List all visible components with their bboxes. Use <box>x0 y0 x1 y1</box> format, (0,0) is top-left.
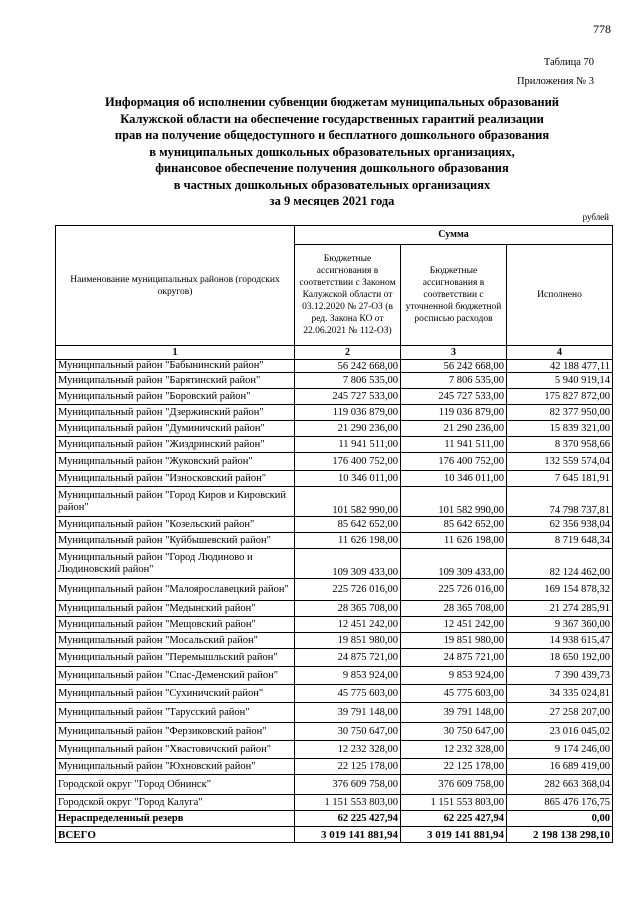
budget-law-value: 11 626 198,00 <box>295 533 401 549</box>
table-row <box>56 389 613 405</box>
table-row <box>56 549 613 579</box>
title-line: за 9 месяцев 2021 года <box>269 194 395 208</box>
budget-refined-value: 45 775 603,00 <box>401 685 507 703</box>
executed-value: 16 689 419,00 <box>507 759 613 775</box>
title-line: Информация об исполнении субвенции бюджетам муниципальных образований <box>105 95 559 109</box>
executed-value: 62 356 938,04 <box>507 517 613 533</box>
budget-law-value: 19 851 980,00 <box>295 633 401 649</box>
appendix-number: Приложения № 3 <box>516 76 594 87</box>
document-title <box>52 94 612 210</box>
district-name: Муниципальный район "Город Киров и Кировский район" <box>56 487 295 517</box>
budget-refined-value: 28 365 708,00 <box>401 601 507 617</box>
budget-law-value: 225 726 016,00 <box>295 579 401 601</box>
budget-refined-value: 101 582 990,00 <box>401 487 507 517</box>
district-name: Муниципальный район "Тарусский район" <box>56 703 295 723</box>
budget-law-value: 1 151 553 803,00 <box>295 795 401 811</box>
budget-law-value: 39 791 148,00 <box>295 703 401 723</box>
district-name: Муниципальный район "Сухиничский район" <box>56 685 295 703</box>
title-line: прав на получение общедоступного и бесплатного дошкольного образования <box>114 128 550 142</box>
budget-law-value: 176 400 752,00 <box>295 453 401 471</box>
budget-law-value: 62 225 427,94 <box>295 811 401 827</box>
table-row <box>56 811 613 827</box>
executed-value: 14 938 615,47 <box>507 633 613 649</box>
table-number: Таблица 70 <box>543 57 594 68</box>
executed-value: 2 198 138 298,10 <box>507 827 613 843</box>
table-row <box>56 517 613 533</box>
district-name: Муниципальный район "Медынский район" <box>56 601 295 617</box>
title-line: в частных дошкольных образовательных организациях <box>173 177 491 192</box>
table-row <box>56 617 613 633</box>
executed-value: 34 335 024,81 <box>507 685 613 703</box>
district-name: Муниципальный район "Жиздринский район" <box>56 437 295 453</box>
budget-law-value: 12 451 242,00 <box>295 617 401 633</box>
budget-law-value: 21 290 236,00 <box>295 421 401 437</box>
executed-value: 282 663 368,04 <box>507 775 613 795</box>
budget-refined-value: 62 225 427,94 <box>401 811 507 827</box>
column-number: 1 <box>56 346 295 360</box>
title-line: в муниципальных дошкольных образовательных организациях, <box>149 144 515 159</box>
district-name: Муниципальный район "Город Людиново и Людиновский район" <box>56 549 295 579</box>
executed-value: 5 940 919,14 <box>507 373 613 389</box>
district-name: Городской округ "Город Калуга" <box>56 795 295 811</box>
budget-law-value: 56 242 668,00 <box>295 360 401 373</box>
table-row <box>56 360 613 373</box>
budget-law-value: 30 750 647,00 <box>295 723 401 741</box>
column-number: 2 <box>295 346 401 360</box>
budget-law-value: 3 019 141 881,94 <box>295 827 401 843</box>
budget-law-value: 22 125 178,00 <box>295 759 401 775</box>
table-row <box>56 827 613 843</box>
budget-refined-value: 21 290 236,00 <box>401 421 507 437</box>
executed-value: 15 839 321,00 <box>507 421 613 437</box>
executed-value: 175 827 872,00 <box>507 389 613 405</box>
table-row <box>56 533 613 549</box>
district-name: Муниципальный район "Думиничский район" <box>56 421 295 437</box>
table-row <box>56 685 613 703</box>
budget-refined-value: 109 309 433,00 <box>401 549 507 579</box>
title-line: Калужской области на обеспечение государственных гарантий реализации <box>120 111 544 126</box>
budget-refined-value: 7 806 535,00 <box>401 373 507 389</box>
district-name: Муниципальный район "Спас-Деменский район" <box>56 667 295 685</box>
table-row <box>56 649 613 667</box>
budget-law-value: 119 036 879,00 <box>295 405 401 421</box>
title-line: финансовое обеспечение получения дошкольного образования <box>155 161 509 175</box>
district-name: Муниципальный район "Барятинский район" <box>56 373 295 389</box>
budget-law-value: 24 875 721,00 <box>295 649 401 667</box>
executed-value: 865 476 176,75 <box>507 795 613 811</box>
executed-value: 27 258 207,00 <box>507 703 613 723</box>
table-row <box>56 421 613 437</box>
budget-refined-value: 225 726 016,00 <box>401 579 507 601</box>
executed-value: 82 124 462,00 <box>507 549 613 579</box>
executed-value: 7 645 181,91 <box>507 471 613 487</box>
budget-law-value: 10 346 011,00 <box>295 471 401 487</box>
subvention-table <box>55 225 613 843</box>
budget-refined-value: 56 242 668,00 <box>401 360 507 373</box>
budget-law-value: 245 727 533,00 <box>295 389 401 405</box>
table-row <box>56 487 613 517</box>
budget-refined-value: 3 019 141 881,94 <box>401 827 507 843</box>
budget-refined-value: 12 232 328,00 <box>401 741 507 759</box>
table-row <box>56 579 613 601</box>
budget-refined-value: 22 125 178,00 <box>401 759 507 775</box>
table-row <box>56 667 613 685</box>
page-number: 778 <box>593 22 611 36</box>
executed-value: 7 390 439,73 <box>507 667 613 685</box>
district-name: ВСЕГО <box>56 827 295 843</box>
table-row <box>56 759 613 775</box>
table-row <box>56 633 613 649</box>
district-name: Муниципальный район "Юхновский район" <box>56 759 295 775</box>
budget-refined-value: 176 400 752,00 <box>401 453 507 471</box>
executed-value: 8 370 958,66 <box>507 437 613 453</box>
budget-refined-value: 376 609 758,00 <box>401 775 507 795</box>
table-row <box>56 471 613 487</box>
executed-value: 23 016 045,02 <box>507 723 613 741</box>
budget-refined-value: 39 791 148,00 <box>401 703 507 723</box>
executed-value: 9 367 360,00 <box>507 617 613 633</box>
executed-value: 21 274 285,91 <box>507 601 613 617</box>
header-name: Наименование муниципальных районов (городских округов) <box>56 226 295 346</box>
table-row <box>56 723 613 741</box>
budget-refined-value: 85 642 652,00 <box>401 517 507 533</box>
table-row <box>56 795 613 811</box>
budget-law-value: 11 941 511,00 <box>295 437 401 453</box>
district-name: Муниципальный район "Жуковский район" <box>56 453 295 471</box>
table-row <box>56 373 613 389</box>
budget-refined-value: 12 451 242,00 <box>401 617 507 633</box>
executed-value: 169 154 878,32 <box>507 579 613 601</box>
budget-law-value: 7 806 535,00 <box>295 373 401 389</box>
budget-refined-value: 10 346 011,00 <box>401 471 507 487</box>
budget-refined-value: 11 626 198,00 <box>401 533 507 549</box>
budget-law-value: 376 609 758,00 <box>295 775 401 795</box>
table-row <box>56 453 613 471</box>
district-name: Муниципальный район "Перемышльский район" <box>56 649 295 667</box>
district-name: Муниципальный район "Ферзиковский район" <box>56 723 295 741</box>
district-name: Городской округ "Город Обнинск" <box>56 775 295 795</box>
budget-law-value: 45 775 603,00 <box>295 685 401 703</box>
table-row <box>56 703 613 723</box>
table-row <box>56 775 613 795</box>
budget-law-value: 9 853 924,00 <box>295 667 401 685</box>
budget-law-value: 85 642 652,00 <box>295 517 401 533</box>
header-sum: Сумма <box>295 226 613 245</box>
budget-law-value: 101 582 990,00 <box>295 487 401 517</box>
budget-law-value: 28 365 708,00 <box>295 601 401 617</box>
budget-law-value: 109 309 433,00 <box>295 549 401 579</box>
district-name: Муниципальный район "Боровский район" <box>56 389 295 405</box>
header-budget-law: Бюджетные ассигнования в соответствии с Законом Калужской области от 03.12.2020 № 27-ОЗ (в ред. Закона КО от 22.06.2021 № 112-ОЗ) <box>295 245 401 346</box>
budget-refined-value: 9 853 924,00 <box>401 667 507 685</box>
table-row <box>56 405 613 421</box>
budget-refined-value: 30 750 647,00 <box>401 723 507 741</box>
executed-value: 132 559 574,04 <box>507 453 613 471</box>
executed-value: 9 174 246,00 <box>507 741 613 759</box>
district-name: Муниципальный район "Хвастовичский район" <box>56 741 295 759</box>
district-name: Муниципальный район "Бабынинский район" <box>56 360 295 373</box>
executed-value: 74 798 737,81 <box>507 487 613 517</box>
table-row <box>56 741 613 759</box>
budget-refined-value: 1 151 553 803,00 <box>401 795 507 811</box>
district-name: Муниципальный район "Мещовский район" <box>56 617 295 633</box>
district-name: Муниципальный район "Куйбышевский район" <box>56 533 295 549</box>
table-row <box>56 437 613 453</box>
district-name: Муниципальный район "Износковский район" <box>56 471 295 487</box>
table-row <box>56 601 613 617</box>
header-executed: Исполнено <box>507 245 613 346</box>
budget-refined-value: 119 036 879,00 <box>401 405 507 421</box>
budget-refined-value: 24 875 721,00 <box>401 649 507 667</box>
district-name: Нераспределенный резерв <box>56 811 295 827</box>
district-name: Муниципальный район "Козельский район" <box>56 517 295 533</box>
executed-value: 18 650 192,00 <box>507 649 613 667</box>
executed-value: 8 719 648,34 <box>507 533 613 549</box>
executed-value: 0,00 <box>507 811 613 827</box>
budget-refined-value: 11 941 511,00 <box>401 437 507 453</box>
header-budget-refined: Бюджетные ассигнования в соответствии с уточненной бюджетной росписью расходов <box>401 245 507 346</box>
district-name: Муниципальный район "Малоярославецкий район" <box>56 579 295 601</box>
column-number: 4 <box>507 346 613 360</box>
executed-value: 42 188 477,11 <box>507 360 613 373</box>
column-number: 3 <box>401 346 507 360</box>
units-label: рублей <box>582 212 609 222</box>
district-name: Муниципальный район "Мосальский район" <box>56 633 295 649</box>
budget-refined-value: 245 727 533,00 <box>401 389 507 405</box>
executed-value: 82 377 950,00 <box>507 405 613 421</box>
district-name: Муниципальный район "Дзержинский район" <box>56 405 295 421</box>
budget-refined-value: 19 851 980,00 <box>401 633 507 649</box>
budget-law-value: 12 232 328,00 <box>295 741 401 759</box>
